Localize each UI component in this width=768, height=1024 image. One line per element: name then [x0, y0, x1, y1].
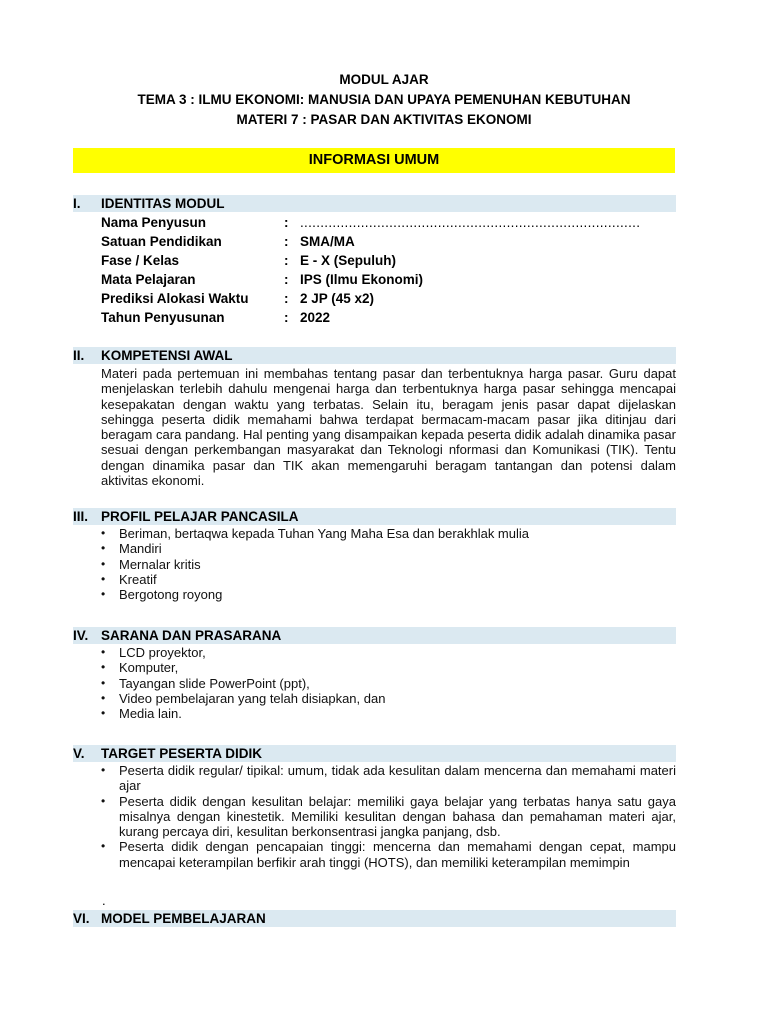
row-value: 2 JP (45 x2) [300, 291, 375, 306]
list-item-text: Video pembelajaran yang telah disiapkan, dan [119, 690, 386, 706]
list-item [73, 645, 676, 660]
row-label: Mata Pelajaran [101, 272, 196, 287]
bullet-icon: • [101, 660, 106, 675]
section-number: I. [73, 196, 81, 211]
row-label: Satuan Pendidikan [101, 234, 222, 249]
identitas-table [101, 213, 676, 327]
list-item [73, 706, 676, 721]
list-item-text: LCD proyektor, [119, 645, 206, 660]
list-item [73, 572, 676, 587]
list-item-text: Tayangan slide PowerPoint (ppt), [119, 675, 310, 691]
list-item-text: Komputer, [119, 660, 179, 676]
bullet-icon: • [101, 706, 106, 721]
list-item-text: Peserta didik dengan kesulitan belajar: memiliki gaya belajar yang terbatas hanya satu gaya misalnya dengan kinestetik. Memiliki kesulitan dengan bahasa dan pemahaman materi ajar, kurang percaya diri, kesulitan berkonsentrasi jangka panjang, dsb. [119, 793, 676, 840]
row-colon: : [284, 215, 289, 230]
title-modul-ajar: MODUL AJAR [339, 72, 429, 87]
row-colon: : [284, 234, 289, 249]
row-value: SMA/MA [300, 234, 355, 249]
bullet-icon: • [101, 690, 106, 705]
section-number: II. [73, 348, 85, 363]
section-header [73, 627, 676, 644]
section-identitas-modul [73, 195, 676, 327]
bullet-icon: • [101, 541, 106, 556]
list-item-text: Beriman, bertaqwa kepada Tuhan Yang Maha Esa dan berakhlak mulia [119, 526, 530, 541]
section-number: V. [73, 746, 85, 761]
identitas-row-fase-kelas [101, 251, 676, 270]
list-item [73, 526, 676, 541]
row-value: E - X (Sepuluh) [300, 253, 396, 268]
informasi-umum-banner: INFORMASI UMUM [73, 148, 675, 173]
list-item [73, 839, 676, 870]
target-list [73, 763, 676, 870]
row-label: Prediksi Alokasi Waktu [101, 291, 249, 306]
section-title: MODEL PEMBELAJARAN [101, 911, 266, 926]
title-materi: MATERI 7 : PASAR DAN AKTIVITAS EKONOMI [236, 112, 532, 127]
list-item-text: Bergotong royong [119, 587, 223, 603]
section-title: KOMPETENSI AWAL [101, 348, 233, 363]
identitas-row-satuan-pendidikan [101, 232, 676, 251]
row-label: Nama Penyusun [101, 215, 207, 230]
section-title: IDENTITAS MODUL [101, 196, 225, 211]
row-value: 2022 [300, 310, 331, 325]
row-colon: : [284, 291, 289, 306]
bullet-icon: • [101, 526, 106, 540]
section-kompetensi-awal [73, 347, 676, 488]
section-target-peserta-didik [73, 745, 676, 870]
title-tema: TEMA 3 : ILMU EKONOMI: MANUSIA DAN UPAYA PEMENUHAN KEBUTUHAN [137, 92, 631, 107]
list-item [73, 557, 676, 572]
list-item [73, 660, 676, 675]
bullet-icon: • [101, 839, 106, 854]
row-colon: : [284, 253, 289, 268]
row-value: IPS (Ilmu Ekonomi) [300, 272, 424, 287]
sarana-list [73, 645, 676, 721]
identitas-row-alokasi-waktu [101, 289, 676, 308]
profil-list [73, 526, 676, 602]
list-item-text: Media lain. [119, 706, 182, 722]
bullet-icon: • [101, 571, 106, 586]
section-header [73, 745, 676, 762]
list-item [73, 587, 676, 602]
list-item [73, 541, 676, 556]
row-label: Fase / Kelas [101, 253, 180, 268]
bullet-icon: • [101, 556, 106, 571]
section-number: III. [73, 509, 89, 524]
section-header [73, 195, 676, 212]
bullet-icon: • [101, 763, 106, 777]
section-sarana-prasarana [73, 627, 676, 721]
row-value: .................................................................................... [300, 215, 641, 230]
section-title: PROFIL PELAJAR PANCASILA [101, 509, 299, 524]
identitas-row-mata-pelajaran [101, 270, 676, 289]
section-header [73, 508, 676, 525]
kompetensi-awal-paragraph: Materi pada pertemuan ini membahas tentang pasar dan terbentuknya harga pasar. Guru dapat menjelaskan terlebih dahulu mengenai harga dan terbentuknya harga pasar sehingga mencapai kesepakatan dengan waktu yang terbatas. Selain itu, beragam jenis pasar dapat dijelaskan sehingga peserta didik memahami bahwa terdapat bermacam-macam pasar jika ditinjau dari beragam cara pandang. Hal penting yang disampaikan kepada peserta didik adalah dinamika pasar sesuai dengan perkembangan masyarakat dan Teknologi nformasi dan Komunikasi (TIK). Tentu dengan dinamika pasar dan TIK akan memengaruhi beragam tantangan dan potensi dalam aktivitas ekonomi. [101, 366, 676, 489]
list-item-text: Kreatif [119, 571, 157, 587]
list-item [73, 794, 676, 840]
document-title-block [0, 70, 768, 130]
row-colon: : [284, 272, 289, 287]
list-item-text: Peserta didik regular/ tipikal: umum, tidak ada kesulitan dalam mencerna dan memahami materi ajar [119, 763, 676, 794]
section-number: IV. [73, 628, 89, 643]
list-item [73, 763, 676, 794]
bullet-icon: • [101, 675, 106, 690]
bullet-icon: • [101, 793, 106, 808]
row-colon: : [284, 310, 289, 325]
list-item [73, 676, 676, 691]
section-number: VI. [73, 911, 90, 926]
list-item-text: Mandiri [119, 541, 162, 557]
section-model-pembelajaran [73, 910, 676, 927]
section-header [73, 347, 676, 364]
list-item-text: Peserta didik dengan pencapaian tinggi: mencerna dan memahami dengan cepat, mampu mencapai keterampilan berfikir arah tinggi (HOTS), dan memiliki keterampilan memimpin [119, 839, 676, 870]
section-title: SARANA DAN PRASARANA [101, 628, 282, 643]
list-item [73, 691, 676, 706]
list-item-text: Mernalar kritis [119, 556, 201, 572]
row-label: Tahun Penyusunan [101, 310, 225, 325]
identitas-row-tahun-penyusunan [101, 308, 676, 327]
bullet-icon: • [101, 645, 106, 659]
section-header [73, 910, 676, 927]
section-title: TARGET PESERTA DIDIK [101, 746, 263, 761]
stray-period: . [102, 893, 106, 908]
identitas-row-nama-penyusun [101, 213, 676, 232]
section-profil-pelajar-pancasila [73, 508, 676, 602]
bullet-icon: • [101, 587, 106, 602]
